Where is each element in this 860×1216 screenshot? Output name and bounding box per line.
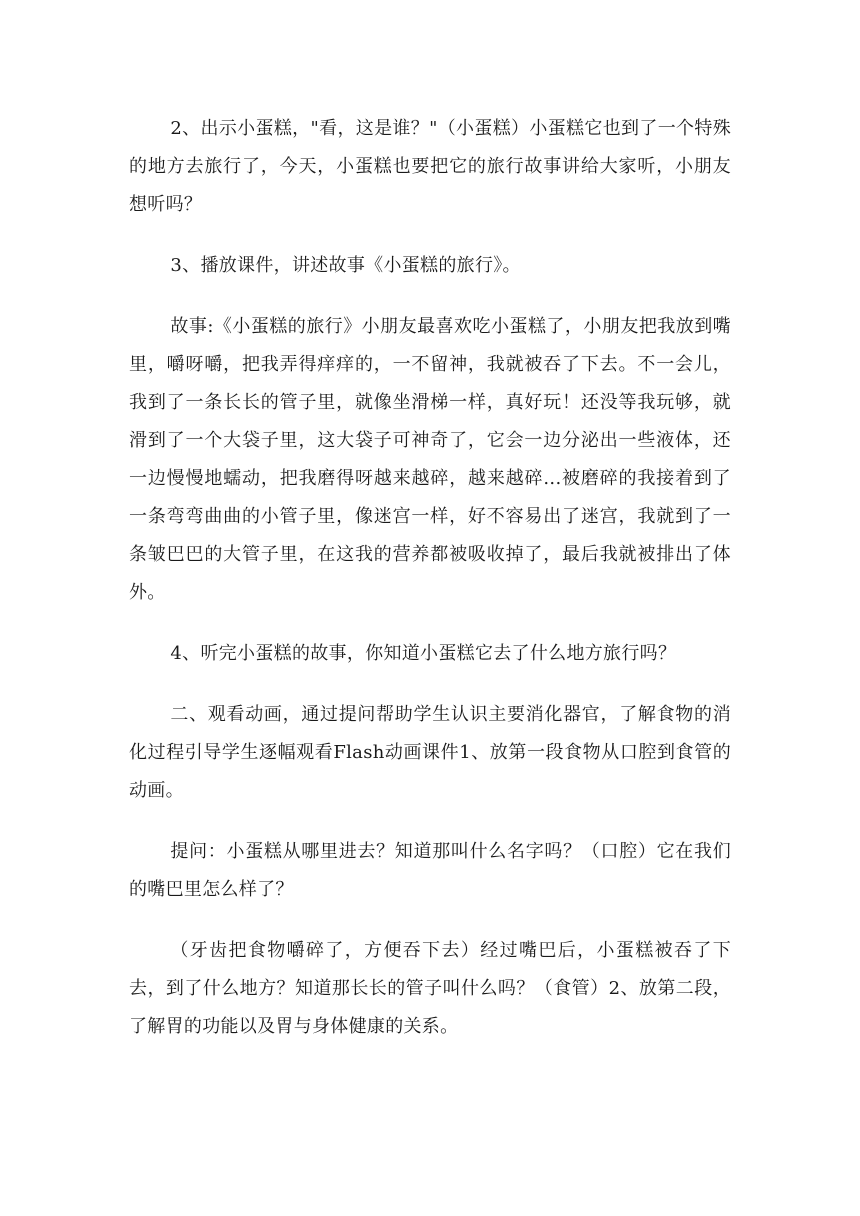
paragraph-step-3: 3、播放课件，讲述故事《小蛋糕的旅行》。 — [170, 255, 521, 276]
paragraph-section-2: 二、观看动画，通过提问帮助学生认识主要消化器官，了解食物的消化过程引导学生逐幅观看Flash动画课件1、放第一段食物从口腔到食管的动画。 — [129, 704, 731, 801]
paragraph-step-2: 2、出示小蛋糕，"看，这是谁？"（小蛋糕）小蛋糕它也到了一个特殊的地方去旅行了，今天，小蛋糕也要把它的旅行故事讲给大家听，小朋友想听吗？ — [129, 118, 731, 215]
paragraph-answer: （牙齿把食物嚼碎了，方便吞下去）经过嘴巴后，小蛋糕被吞了下去，到了什么地方？知道那长长的管子叫什么吗？（食管）2、放第二段，了解胃的功能以及胃与身体健康的关系。 — [129, 940, 731, 1037]
paragraph-question: 提问：小蛋糕从哪里进去？知道那叫什么名字吗？（口腔）它在我们的嘴巴里怎么样了？ — [129, 841, 731, 900]
paragraph-story: 故事:《小蛋糕的旅行》小朋友最喜欢吃小蛋糕了，小朋友把我放到嘴里，嚼呀嚼，把我弄得痒痒的，一不留神，我就被吞了下去。不一会儿，我到了一条长长的管子里，就像坐滑梯一样，真好玩！还没等我玩够，就滑到了一个大袋子里，这大袋子可神奇了，它会一边分泌出一些液体，还一边慢慢地蠕动，把我磨得呀越来越碎，越来越碎...被磨碎的我接着到了一条弯弯曲曲的小管子里，像迷宫一样，好不容易出了迷宫，我就到了一条皱巴巴的大管子里，在这我的营养都被吸收掉了，最后我就被排出了体外。 — [129, 316, 731, 603]
paragraph-step-4: 4、听完小蛋糕的故事，你知道小蛋糕它去了什么地方旅行吗？ — [170, 643, 677, 664]
document-body — [129, 110, 731, 1069]
